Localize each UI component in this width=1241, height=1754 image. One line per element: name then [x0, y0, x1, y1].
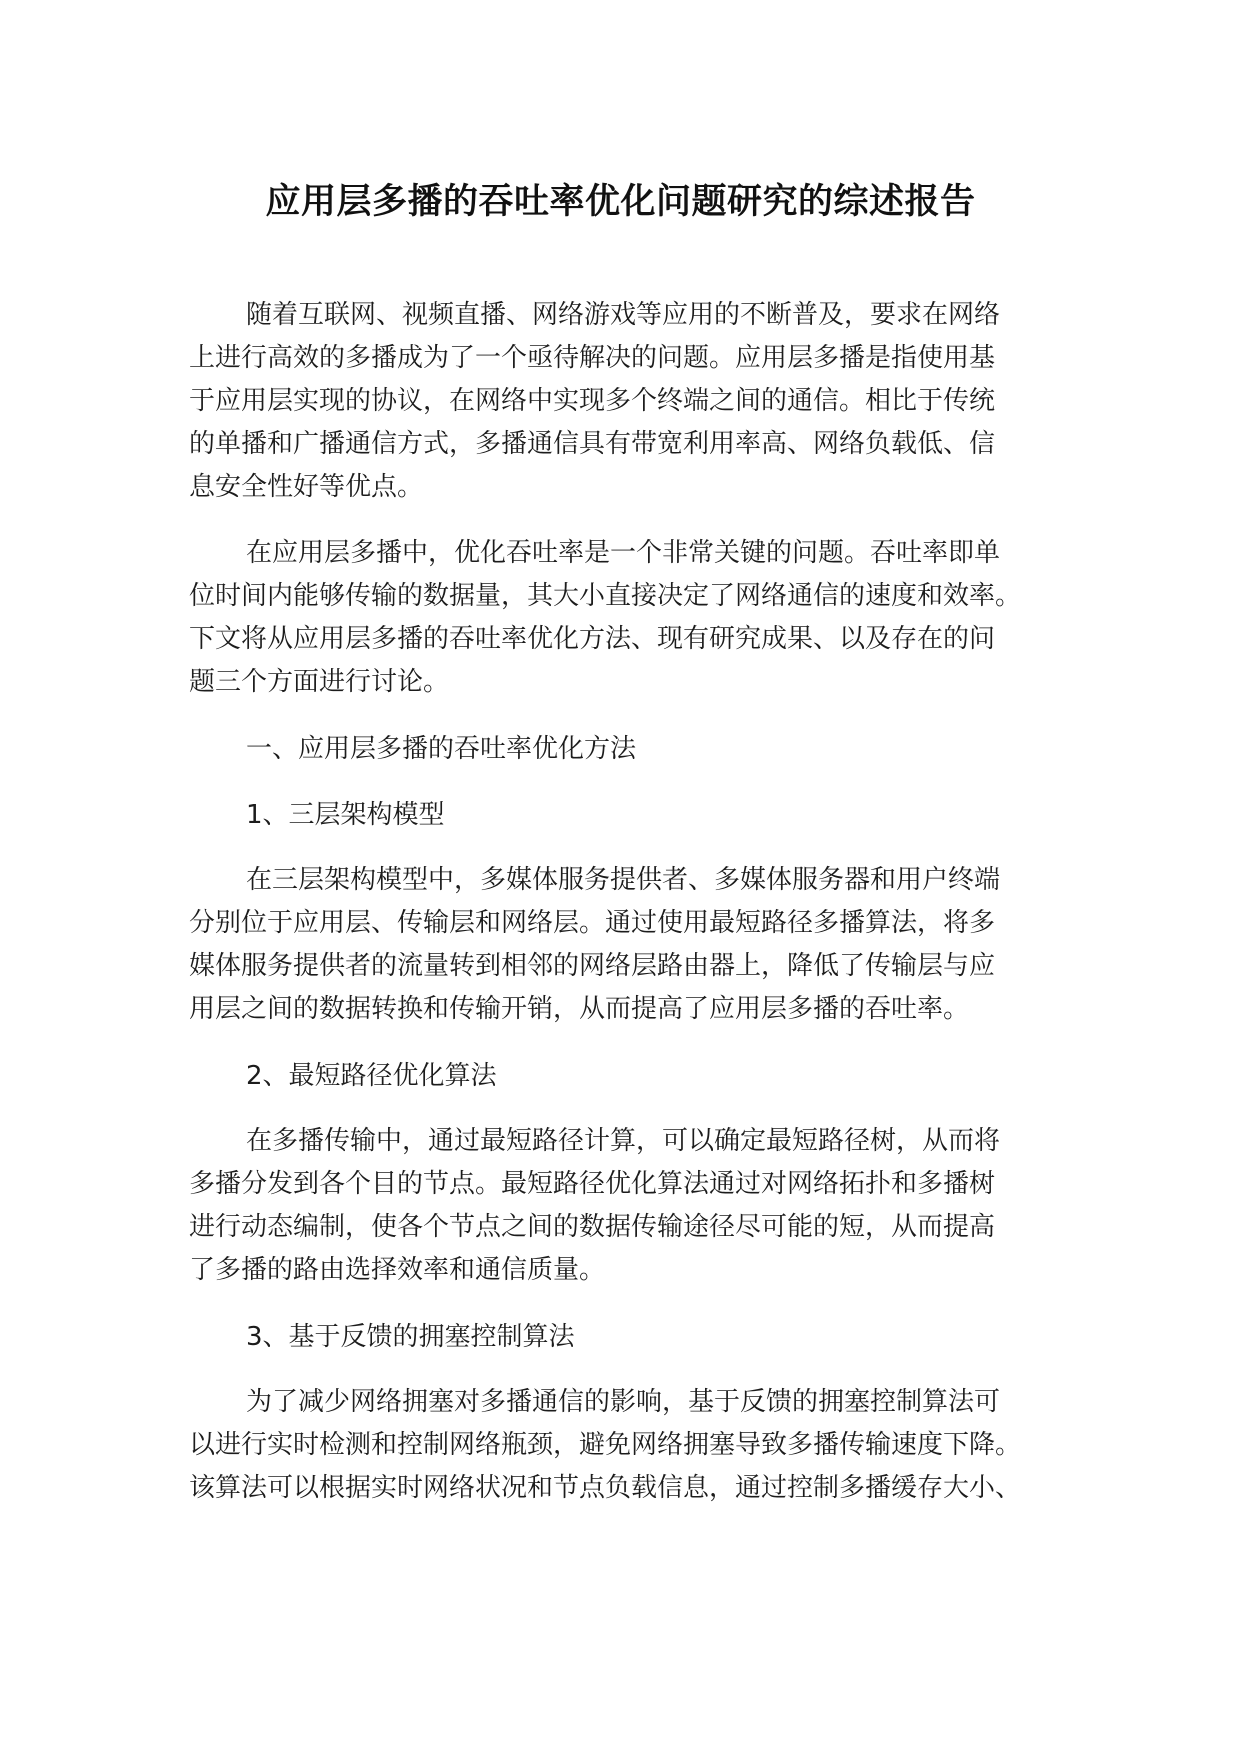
subsection-heading: 3、基于反馈的拥塞控制算法 — [246, 1322, 575, 1352]
text-line: 题三个方面进行讨论。 — [189, 667, 450, 697]
text-line: 了多播的路由选择效率和通信质量。 — [189, 1255, 606, 1285]
text-line: 用层之间的数据转换和传输开销，从而提高了应用层多播的吞吐率。 — [189, 994, 970, 1024]
text-line: 于应用层实现的协议，在网络中实现多个终端之间的通信。相比于传统 — [189, 386, 996, 416]
text-line: 息安全性好等优点。 — [189, 472, 424, 502]
section-heading: 一、应用层多播的吞吐率优化方法 — [246, 734, 637, 764]
text-line: 位时间内能够传输的数据量，其大小直接决定了网络通信的速度和效率。 — [189, 581, 1022, 611]
text-line: 媒体服务提供者的流量转到相邻的网络层路由器上，降低了传输层与应 — [189, 951, 996, 981]
text-line: 下文将从应用层多播的吞吐率优化方法、现有研究成果、以及存在的问 — [189, 624, 996, 654]
document-title: 应用层多播的吞吐率优化问题研究的综述报告 — [265, 182, 976, 222]
paragraph-3 — [189, 859, 1069, 1031]
subsection-heading: 2、最短路径优化算法 — [246, 1061, 497, 1091]
text-line: 的单播和广播通信方式，多播通信具有带宽利用率高、网络负载低、信 — [189, 429, 996, 459]
text-line: 多播分发到各个目的节点。最短路径优化算法通过对网络拓扑和多播树 — [189, 1169, 996, 1199]
text-line: 该算法可以根据实时网络状况和节点负载信息，通过控制多播缓存大小、 — [189, 1473, 1022, 1503]
text-line: 进行动态编制，使各个节点之间的数据传输途径尽可能的短，从而提高 — [189, 1212, 996, 1242]
subsection-heading: 1、三层架构模型 — [246, 800, 445, 830]
paragraph-4 — [189, 1120, 1069, 1292]
text-line: 上进行高效的多播成为了一个亟待解决的问题。应用层多播是指使用基 — [189, 343, 996, 373]
text-line: 在应用层多播中，优化吞吐率是一个非常关键的问题。吞吐率即单 — [246, 538, 1001, 568]
paragraph-5 — [189, 1381, 1069, 1510]
text-line: 分别位于应用层、传输层和网络层。通过使用最短路径多播算法，将多 — [189, 908, 996, 938]
paragraph-1 — [189, 294, 1069, 509]
text-line: 在三层架构模型中，多媒体服务提供者、多媒体服务器和用户终端 — [246, 865, 1001, 895]
text-line: 以进行实时检测和控制网络瓶颈，避免网络拥塞导致多播传输速度下降。 — [189, 1430, 1022, 1460]
paragraph-2 — [189, 532, 1069, 704]
text-line: 随着互联网、视频直播、网络游戏等应用的不断普及，要求在网络 — [246, 300, 1001, 330]
text-line: 在多播传输中，通过最短路径计算，可以确定最短路径树，从而将 — [246, 1126, 1001, 1156]
document-body — [189, 294, 1069, 1533]
text-line: 为了减少网络拥塞对多播通信的影响，基于反馈的拥塞控制算法可 — [246, 1387, 1001, 1417]
